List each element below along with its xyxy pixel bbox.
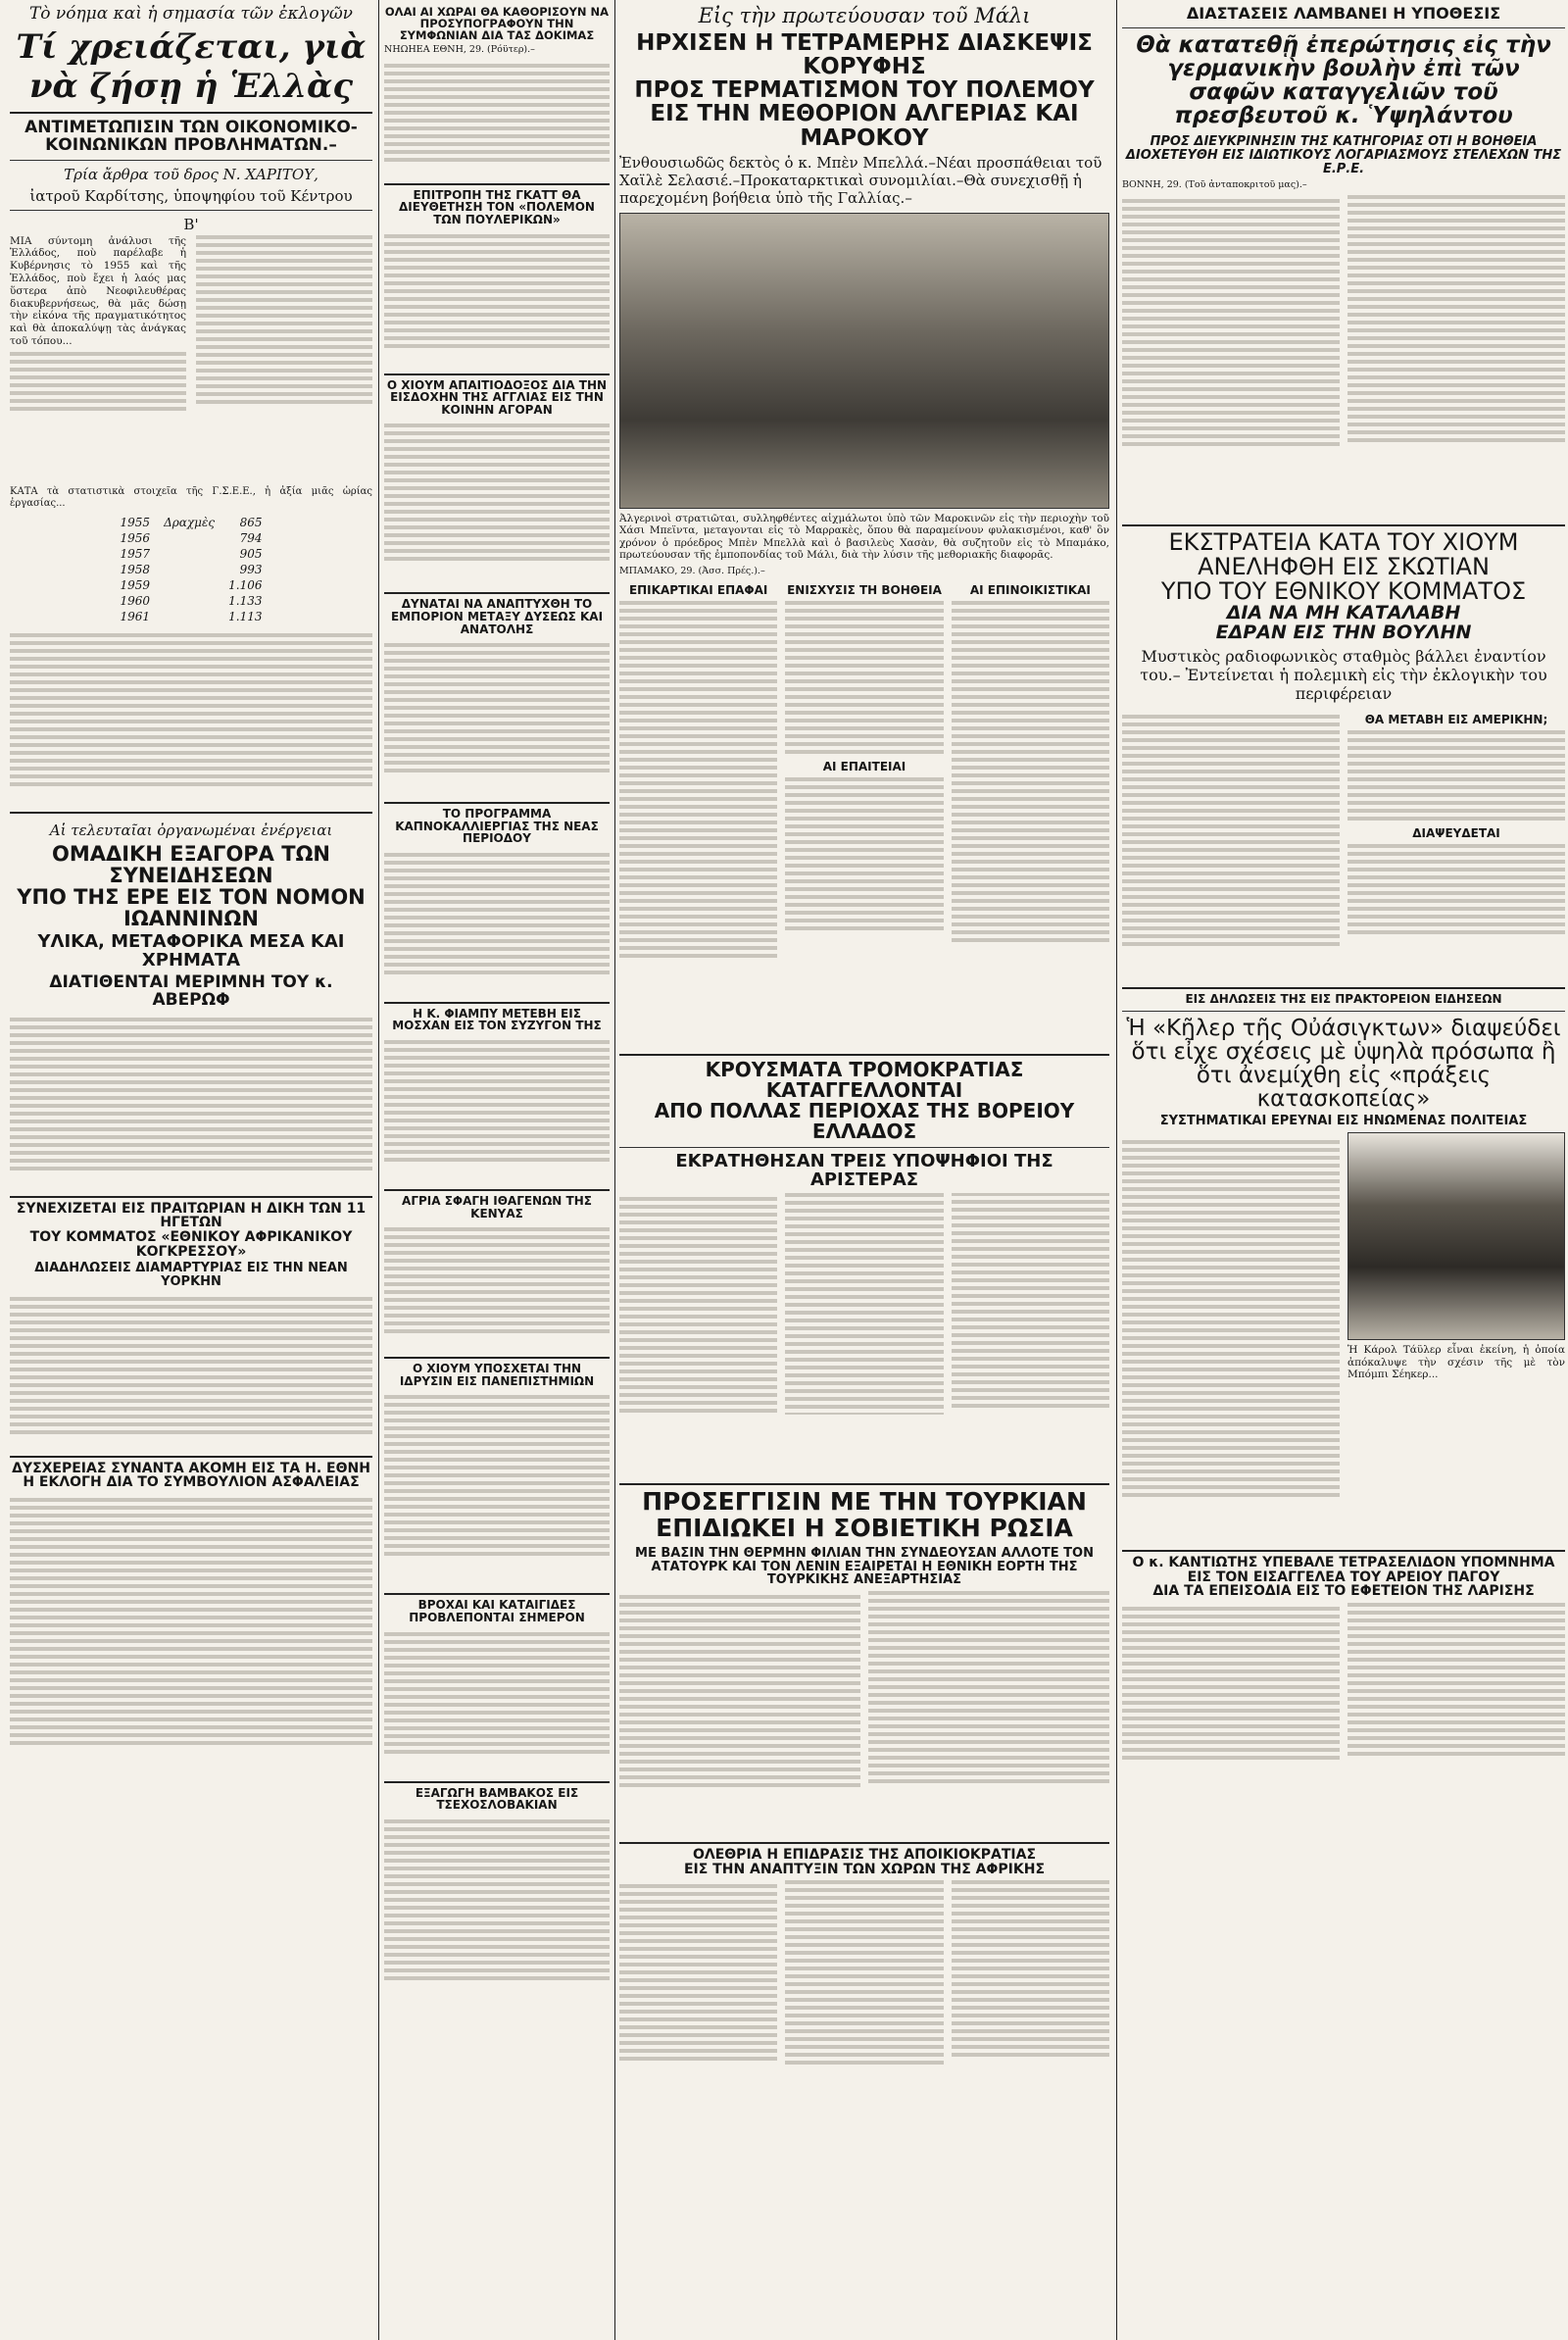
headline: ΕΙΣ ΤΟΝ ΕΙΣΑΓΓΕΛΕΑ ΤΟΥ ΑΡΕΙΟΥ ΠΑΓΟΥ (1187, 1568, 1500, 1585)
section (384, 1357, 610, 1587)
headline: ΟΜΑΔΙΚΗ ΕΞΑΓΟΡΑ ΤΩΝ ΣΥΝΕΙΔΗΣΕΩΝ (51, 842, 331, 888)
column-3 (619, 0, 1109, 2340)
divider (1122, 1011, 1565, 1012)
text-lines (10, 1014, 372, 1190)
deck: ΜΕ ΒΑΣΙΝ ΤΗΝ ΘΕΡΜΗΝ ΦΙΛΙΑΝ ΤΗΝ ΣΥΝΔΕΟΥΣΑΝ ΑΛΛΟΤΕ ΤΟΝ ΑΤΑΤΟΥΡΚ ΚΑΙ ΤΟΝ ΛΕΝΙΝ ΕΞΑΙΡΕΤΑΙ Η ΕΘΝΙΚΗ ΕΟΡΤΗ ΤΗΣ ΤΟΥΡΚΙΚΗΣ ΑΝΕΞΑΡΤΗΣΙΑΣ (635, 1545, 1094, 1588)
headline: ΒΡΟΧΑΙ ΚΑΙ ΚΑΤΑΙΓΙΔΕΣ ΠΡΟΒΛΕΠΟΝΤΑΙ ΣΗΜΕΡΟΝ (409, 1598, 585, 1625)
article-kicker: Εἰς τὴν πρωτεύουσαν τοῦ Μάλι (698, 4, 1031, 27)
text-lines (619, 1591, 1109, 1836)
section (384, 1189, 610, 1351)
text-column (952, 577, 1109, 1048)
text-lines (10, 1494, 372, 1788)
section-kicker: Αἱ τελευταῖαι ὀργανωμέναι ἐνέργειαι (49, 821, 333, 840)
subhead: ΔΙΑΨΕΥΔΕΤΑΙ (1412, 826, 1500, 841)
wage-stats-table (113, 514, 270, 625)
article-kicker: ΔΙΑΣΤΑΣΕΙΣ ΛΑΜΒΑΝΕΙ Η ΥΠΟΘΕΣΙΣ (1186, 4, 1501, 23)
headline: ΣΥΝΕΧΙΖΕΤΑΙ ΕΙΣ ΠΡΑΙΤΩΡΙΑΝ Η ΔΙΚΗ ΤΩΝ 11 ΗΓΕΤΩΝ (16, 1200, 367, 1231)
stats-year: 1961 (120, 610, 151, 624)
stats-row (115, 516, 269, 529)
subhead: ΕΙΣ ΔΗΛΩΣΕΙΣ ΤΗΣ ΕΙΣ ΠΡΑΚΤΟΡΕΙΟΝ ΕΙΔΗΣΕΩΝ (1185, 992, 1502, 1007)
stats-row (115, 563, 269, 576)
stats-value: 865 (239, 516, 263, 530)
stats-unit (158, 594, 220, 608)
lead-headline: ΠΡΟΣ ΤΕΡΜΑΤΙΣΜΟΝ ΤΟΥ ΠΟΛΕΜΟΥ (634, 77, 1095, 104)
article-kicker: Τὸ νόημα καὶ ἡ σημασία τῶν ἐκλογῶν (28, 4, 354, 24)
stats-value: 1.106 (228, 578, 263, 593)
section (384, 1781, 610, 2012)
news-photo (619, 213, 1109, 509)
text-lines (384, 1816, 610, 2012)
section-keeler (1122, 987, 1565, 1544)
column-1 (10, 0, 372, 2340)
section-africa (619, 1842, 1109, 2125)
column-rule (378, 0, 379, 2340)
text-column (785, 577, 943, 1048)
headline: ΑΠΟ ΠΟΛΛΑΣ ΠΕΡΙΟΧΑΣ ΤΗΣ ΒΟΡΕΙΟΥ ΕΛΛΑΔΟΣ (654, 1098, 1075, 1143)
section-un-security (10, 1456, 372, 1788)
text-lines (384, 1223, 610, 1351)
column-4 (1122, 0, 1565, 2340)
headline: ΔΥΣΧΕΡΕΙΑΣ ΣΥΝΑΝΤΑ ΑΚΟΜΗ ΕΙΣ ΤΑ Η. ΕΘΝΗ (12, 1460, 370, 1476)
text-lines (1122, 1603, 1565, 1799)
subhead: ΕΠΙΚΑΡΤΙΚΑΙ ΕΠΑΦΑΙ (628, 582, 768, 597)
stats-year: 1958 (120, 563, 151, 577)
part-number: Β' (183, 215, 199, 233)
lead-body (619, 577, 1109, 1048)
subhead: ΑΙ ΕΠΙΝΟΙΚΙΣΤΙΚΑΙ (969, 582, 1091, 597)
headline: Η Κ. ΦΙΑΜΠΥ ΜΕΤΕΒΗ ΕΙΣ ΜΟΣΧΑΝ ΕΙΣ ΤΟΝ ΣΥΖΥΓΟΝ ΤΗΣ (392, 1006, 602, 1033)
headline: ΑΓΡΙΑ ΣΦΑΓΗ ΙΘΑΓΕΝΩΝ ΤΗΣ ΚΕΝΥΑΣ (402, 1194, 592, 1220)
lead-headline: ΕΙΣ ΤΗΝ ΜΕΘΟΡΙΟΝ ΑΛΓΕΡΙΑΣ ΚΑΙ ΜΑΡΟΚΟΥ (650, 101, 1079, 151)
divider (1122, 27, 1565, 28)
headline: ΔΙΑ ΝΑ ΜΗ ΚΑΤΑΛΑΒΗ (1226, 602, 1461, 624)
article-body (1122, 1132, 1565, 1544)
deck: ΠΡΟΣ ΔΙΕΥΚΡΙΝΗΣΙΝ ΤΗΣ ΚΑΤΗΓΟΡΙΑΣ ΟΤΙ Η ΒΟΗΘΕΙΑ ΔΙΟΧΕΤΕΥΘΗ ΕΙΣ ΙΔΙΩΤΙΚΟΥΣ ΛΟΓΑΡΙΑΣΜΟΥΣ ΣΤΕΛΕΧΩΝ ΤΗΣ Ε.Ρ.Ε. (1125, 134, 1562, 176)
section (384, 373, 610, 587)
stats-row (115, 547, 269, 561)
subhead: ΣΥΣΤΗΜΑΤΙΚΑΙ ΕΡΕΥΝΑΙ ΕΙΣ ΗΝΩΜΕΝΑΣ ΠΟΛΙΤΕΙΑΣ (1159, 1114, 1528, 1129)
text-lines (10, 1293, 372, 1450)
stats-year: 1956 (120, 531, 151, 546)
stats-row (115, 610, 269, 623)
text-lines (619, 601, 777, 958)
photo-caption: Ἀλγερινοὶ στρατιῶται, συλληφθέντες αἰχμάλωτοι ὑπὸ τῶν Μαροκινῶν εἰς τὴν περιοχὴν τοῦ Χάσι Μπεϊντα, μεταγονται εἰς τὸ Μαρρακὲς, ὅπου θὰ παραμείνουν φυλακισμένοι, καθ' ὃν χρόνον ὁ πρόεδρος Μπὲν Μπελλὰ καὶ ὁ βασιλεὺς Χασὰν, θὰ συζητοῦν εἰς τὸ Μπαμάκο, πρωτεύουσαν τῆς ἐμποπονδίας τοῦ Μάλι, διὰ τὴν λύσιν τῆς μεθοριακῆς διαφορᾶς. (619, 512, 1109, 562)
portrait-photo (1348, 1132, 1565, 1340)
divider (10, 112, 372, 114)
article-title: Τί χρειάζεται, γιὰ νὰ ζήσῃ ἡ Ἑλλὰς (16, 27, 367, 106)
section-anc-trial (10, 1196, 372, 1450)
headline: Η ΕΚΛΟΓΗ ΔΙΑ ΤΟ ΣΥΜΒΟΥΛΙΟΝ ΑΣΦΑΛΕΙΑΣ (23, 1474, 360, 1491)
text-lines (952, 601, 1109, 942)
lead-headline: Θὰ κατατεθῇ ἐπερώτησις εἰς τὴν γερμανικὴν βουλὴν ἐπὶ τῶν σαφῶν καταγγελιῶν τοῦ πρεσβευτοῦ κ. Ὑψηλάντου (1136, 31, 1551, 129)
text-lines (384, 1391, 610, 1587)
stats-unit (158, 578, 220, 592)
text-lines (1348, 844, 1565, 934)
text-lines (619, 1880, 1109, 2125)
text-lines (384, 639, 610, 796)
headline: Ο ΧΙΟΥΜ ΥΠΟΣΧΕΤΑΙ ΤΗΝ ΙΔΡΥΣΙΝ ΕΙΣ ΠΑΝΕΠΙΣΤΗΜΙΩΝ (399, 1362, 595, 1388)
stats-row (115, 578, 269, 592)
section-turkey (619, 1483, 1109, 1835)
section-terror (619, 1054, 1109, 1478)
headline: ΤΟ ΠΡΟΓΡΑΜΜΑ ΚΑΠΝΟΚΑΛΛΙΕΡΓΙΑΣ ΤΗΣ ΝΕΑΣ ΠΕΡΙΟΔΟΥ (395, 807, 599, 846)
stats-unit (158, 531, 220, 545)
headline: ΕΞΑΓΩΓΗ ΒΑΜΒΑΚΟΣ ΕΙΣ ΤΣΕΧΟΣΛΟΒΑΚΙΑΝ (415, 1785, 579, 1813)
section-iwannina (10, 812, 372, 1190)
lead-headline: ΗΡΧΙΣΕΝ Η ΤΕΤΡΑΜΕΡΗΣ ΔΙΑΣΚΕΨΙΣ ΚΟΡΥΦΗΣ (636, 30, 1093, 80)
column-2 (384, 0, 610, 2340)
text-lines (10, 629, 372, 806)
stats-row (115, 594, 269, 608)
stats-value: 1.133 (228, 594, 263, 609)
text-column (1348, 707, 1565, 981)
section-kantiotis (1122, 1550, 1565, 1799)
dateline: ΒΟΝΝΗ, 29. (Τοῦ ἀνταποκριτοῦ μας).– (1122, 179, 1307, 191)
stats-unit: Δραχμὲς (164, 516, 216, 530)
divider (619, 1147, 1109, 1148)
text-lines (1122, 195, 1565, 519)
stats-year: 1955 (120, 516, 151, 530)
text-lines (384, 60, 610, 177)
stats-intro: ΚΑΤΑ τὰ στατιστικὰ στοιχεῖα τῆς Γ.Σ.Ε.Ε., ἡ ἀξία μιᾶς ὡρίας ἐργασίας... (10, 485, 372, 509)
subhead: ΕΝΙΣΧΥΣΙΣ ΤΗ ΒΟΗΘΕΙΑ (787, 582, 942, 597)
headline: ΕΠΙΔΙΩΚΕΙ Η ΣΟΒΙΕΤΙΚΗ ΡΩΣΙΑ (656, 1513, 1073, 1542)
stats-value: 905 (239, 547, 263, 562)
stats-unit (158, 547, 220, 561)
dateline: ΝΗΩΗΕΑ ΕΘΝΗ, 29. (Ρόϋτερ).– (384, 44, 535, 56)
photo-block (1348, 1132, 1565, 1544)
headline: ΔΙΑΤΙΘΕΝΤΑΙ ΜΕΡΙΜΝΗ ΤΟΥ κ. ΑΒΕΡΩΦ (49, 972, 333, 1010)
article-body (10, 235, 372, 480)
headline: ΟΛΕΘΡΙΑ Η ΕΠΙΔΡΑΣΙΣ ΤΗΣ ΑΠΟΙΚΙΟΚΡΑΤΙΑΣ (692, 1846, 1037, 1863)
deck: Μυστικὸς ραδιοφωνικὸς σταθμὸς βάλλει ἐναντίον του.– Ἐντείνεται ἡ πολεμικὴ εἰς τὴν ἐκλογικὴν του περιφέρειαν (1140, 647, 1547, 704)
text-lines (384, 230, 610, 368)
text-lines (384, 1628, 610, 1775)
text-lines (785, 601, 943, 754)
stats-unit (158, 610, 220, 623)
headline: ΚΡΟΥΣΜΑΤΑ ΤΡΟΜΟΚΡΑΤΙΑΣ ΚΑΤΑΓΓΕΛΛΟΝΤΑΙ (705, 1057, 1024, 1102)
headline: ΑΝΕΛΗΦΘΗ ΕΙΣ ΣΚΩΤΙΑΝ (1198, 553, 1490, 581)
photo-caption: Ἡ Κάρολ Τάϋλερ εἶναι ἐκείνη, ἡ ὁποία ἀπόκαλυψε τὴν σχέσιν τῆς μὲ τὸν Μπόμπι Σέηκερ... (1348, 1344, 1565, 1381)
stats-year: 1957 (120, 547, 151, 562)
headline: ΔΥΝΑΤΑΙ ΝΑ ΑΝΑΠΤΥΧΘΗ ΤΟ ΕΜΠΟΡΙΟΝ ΜΕΤΑΞΥ ΔΥΣΕΩΣ ΚΑΙ ΑΝΑΤΟΛΗΣ (390, 597, 604, 636)
section (384, 802, 610, 996)
stats-value: 1.113 (228, 610, 263, 624)
dateline: ΜΠΑΜΑΚΟ, 29. (Ἀσσ. Πρές.).– (619, 566, 765, 577)
text-lines (1122, 711, 1340, 981)
subhead: ΑΙ ΕΠΑΙΤΕΙΑΙ (822, 759, 906, 773)
text-lines (1348, 730, 1565, 821)
stats-row (115, 531, 269, 545)
column-rule (614, 0, 615, 2340)
headline: ΟΛΑΙ ΑΙ ΧΩΡΑΙ ΘΑ ΚΑΘΟΡΙΣΟΥΝ ΝΑ ΠΡΟΣΥΠΟΓΡΑΦΟΥΝ ΤΗΝ ΣΥΜΦΩΝΙΑΝ ΔΙΑ ΤΑΣ ΔΟΚΙΜΑΣ (384, 5, 610, 43)
divider (10, 210, 372, 211)
series-label: Τρία ἄρθρα τοῦ δρος Ν. ΧΑΡΙΤΟΥ, (64, 165, 318, 183)
headline: ΔΙΑ ΤΑ ΕΠΕΙΣΟΔΙΑ ΕΙΣ ΤΟ ΕΦΕΤΕΙΟΝ ΤΗΣ ΛΑΡΙΣΗΣ (1152, 1583, 1535, 1600)
headline: ΕΙΣ ΤΗΝ ΑΝΑΠΤΥΞΙΝ ΤΩΝ ΧΩΡΩΝ ΤΗΣ ΑΦΡΙΚΗΣ (683, 1861, 1046, 1877)
article-body (1122, 707, 1565, 981)
headline: ΕΚΡΑΤΗΘΗΣΑΝ ΤΡΕΙΣ ΥΠΟΨΗΦΙΟΙ ΤΗΣ ΑΡΙΣΤΕΡΑΣ (675, 1150, 1054, 1190)
section-hume (1122, 524, 1565, 981)
text-column (619, 577, 777, 1048)
subhead: ΘΑ ΜΕΤΑΒΗ ΕΙΣ ΑΜΕΡΙΚΗΝ; (1364, 713, 1548, 727)
headline: ΕΠΙΤΡΟΠΗ ΤΗΣ ΓΚΑΤΤ ΘΑ ΔΙΕΥΘΕΤΗΣΗ ΤΟΝ «ΠΟΛΕΜΟΝ ΤΩΝ ΠΟΥΛΕΡΙΚΩΝ» (399, 187, 595, 226)
stats-unit (158, 563, 220, 576)
byline: ἰατροῦ Καρδίτσης, ὑποψηφίου τοῦ Κέντρου (29, 186, 353, 205)
text-lines (785, 777, 943, 930)
section (384, 1002, 610, 1183)
headline: ΠΡΟΣΕΓΓΙΣΙΝ ΜΕ ΤΗΝ ΤΟΥΡΚΙΑΝ (642, 1487, 1087, 1517)
stats-value: 993 (239, 563, 263, 577)
headline: Ο ΧΙΟΥΜ ΑΠΑΙΤΙΟΔΟΞΟΣ ΔΙΑ ΤΗΝ ΕΙΣΔΟΧΗΝ ΤΗΣ ΑΓΓΛΙΑΣ ΕΙΣ ΤΗΝ ΚΟΙΝΗΝ ΑΓΟΡΑΝ (386, 377, 608, 417)
headline: Ο κ. ΚΑΝΤΙΩΤΗΣ ΥΠΕΒΑΛΕ ΤΕΤΡΑΣΕΛΙΔΟΝ ΥΠΟΜΝΗΜΑ (1132, 1555, 1555, 1571)
headline: ΥΛΙΚΑ, ΜΕΤΑΦΟΡΙΚΑ ΜΕΣΑ ΚΑΙ ΧΡΗΜΑΤΑ (37, 931, 345, 971)
article-body-text: ΜΙΑ σύντομη ἀνάλυσι τῆς Ἑλλάδος, ποὺ παρέλαβε ἡ Κυβέρνησις τὸ 1955 καὶ τῆς Ἑλλάδος, ποὺ ἔχει ἡ λαός μας ὕστερα ἀπὸ Νεοφιλευθέρας διακυβερνήσεως, θὰ μᾶς δώσῃ τὴν εἰκόνα τῆς πραγματικότητος καὶ θὰ ἀποκαλύψῃ τὰς ἀνάγκας τοῦ τόπου... (10, 234, 186, 348)
text-lines (1122, 1136, 1340, 1544)
headline: ΔΙΑΔΗΛΩΣΕΙΣ ΔΙΑΜΑΡΤΥΡΙΑΣ ΕΙΣ ΤΗΝ ΝΕΑΝ ΥΟΡΚΗΝ (34, 1261, 348, 1290)
stats-year: 1959 (120, 578, 151, 593)
headline: Ἡ «Κῆλερ τῆς Οὐάσιγκτων» διαψεύδει ὅτι εἶχε σχέσεις μὲ ὑψηλὰ πρόσωπα ἢ ὅτι ἀνεμίχθη εἰς «πράξεις κατασκοπείας» (1126, 1015, 1561, 1113)
text-lines (384, 420, 610, 586)
section (384, 1593, 610, 1774)
headline: ΤΟΥ ΚΟΜΜΑΤΟΣ «ΕΘΝΙΚΟΥ ΑΦΡΙΚΑΝΙΚΟΥ ΚΟΓΚΡΕΣΣΟΥ» (29, 1229, 353, 1260)
divider (10, 160, 372, 161)
text-lines (384, 1036, 610, 1183)
stats-value: 794 (239, 531, 263, 546)
headline: ΥΠΟ ΤΟΥ ΕΘΝΙΚΟΥ ΚΟΜΜΑΤΟΣ (1160, 577, 1527, 606)
column-rule (1116, 0, 1117, 2340)
headline: ΥΠΟ ΤΗΣ ΕΡΕ ΕΙΣ ΤΟΝ ΝΟΜΟΝ ΙΩΑΝΝΙΝΩΝ (17, 885, 366, 931)
stats-year: 1960 (120, 594, 151, 609)
section (384, 592, 610, 796)
text-lines (619, 1193, 1109, 1477)
lead-deck: Ἐνθουσιωδῶς δεκτὸς ὁ κ. Μπὲν Μπελλά.–Νέαι προσπάθειαι τοῦ Χαϊλὲ Σελασιέ.–Προκαταρκτικαὶ συνομιλίαι.–Θὰ συνεχισθῇ ἡ παρεχομένη βοήθεια ὑπὸ τῆς Γαλλίας.– (619, 153, 1102, 207)
headline: ΕΔΡΑΝ ΕΙΣ ΤΗΝ ΒΟΥΛΗΝ (1215, 622, 1472, 644)
text-lines (384, 849, 610, 996)
section (384, 183, 610, 368)
headline: ΕΚΣΤΡΑΤΕΙΑ ΚΑΤΑ ΤΟΥ ΧΙΟΥΜ (1168, 527, 1519, 556)
article-subtitle: ΑΝΤΙΜΕΤΩΠΙΣΙΝ ΤΩΝ ΟΙΚΟΝΟΜΙΚΟ-ΚΟΙΝΩΝΙΚΩΝ ΠΡΟΒΛΗΜΑΤΩΝ.– (24, 118, 358, 155)
